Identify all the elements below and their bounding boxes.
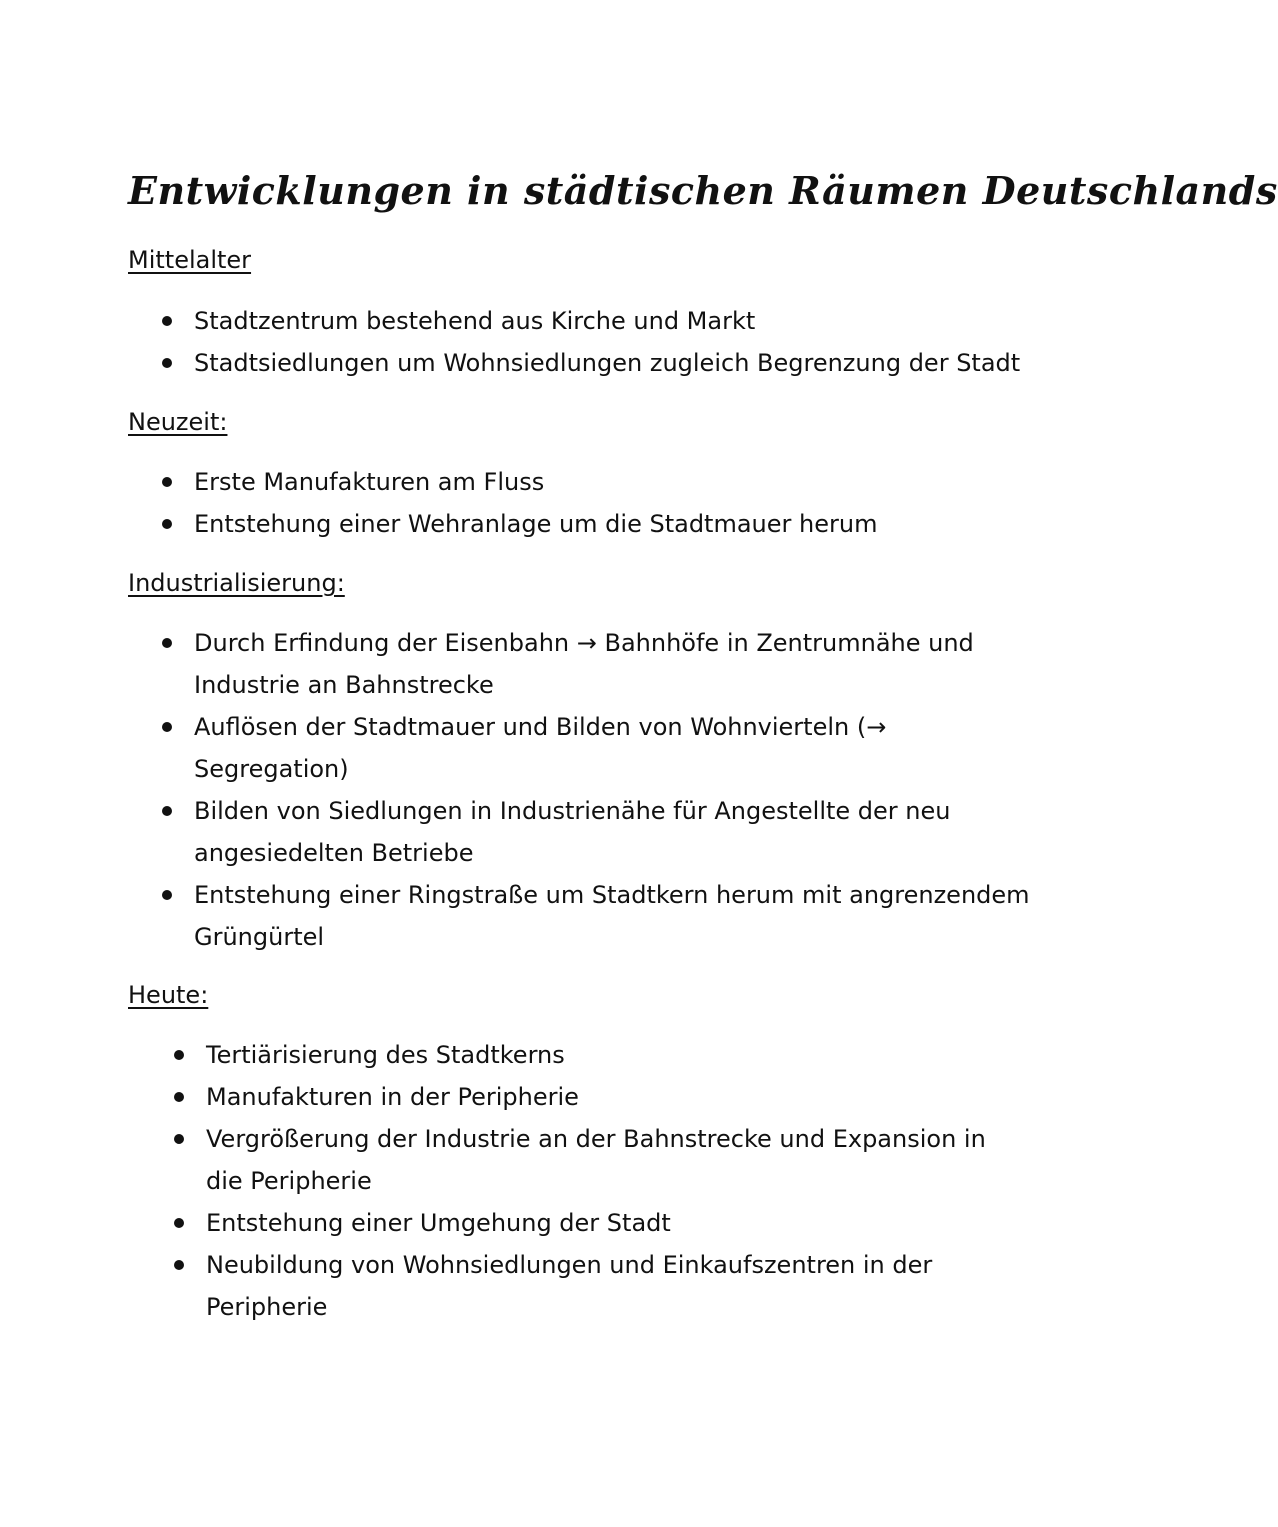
- list-item-line: Peripherie: [206, 1293, 328, 1321]
- bullet-icon: [174, 1218, 184, 1228]
- list-item: [194, 790, 1030, 874]
- list-item: [194, 503, 877, 545]
- list-item: [194, 342, 1020, 384]
- bullet-icon: [162, 890, 172, 900]
- list-item: [206, 1118, 986, 1202]
- list-item: [194, 300, 1020, 342]
- list-item: [194, 622, 1030, 706]
- bullet-list-mittelalter: [194, 300, 1020, 384]
- list-item-text: Entstehung einer Wehranlage um die Stadtmauer herum: [194, 510, 878, 538]
- list-item: [194, 461, 877, 503]
- bullet-icon: [162, 806, 172, 816]
- list-item-line: Segregation): [194, 755, 349, 783]
- list-item-line: Entstehung einer Ringstraße um Stadtkern herum mit angrenzendem: [194, 881, 1030, 909]
- list-item-text: Manufakturen in der Peripherie: [206, 1083, 579, 1111]
- bullet-icon: [174, 1134, 184, 1144]
- list-item: [194, 706, 1030, 790]
- list-item-line: Durch Erfindung der Eisenbahn → Bahnhöfe in Zentrumnähe und: [194, 629, 974, 657]
- list-item: [206, 1034, 986, 1076]
- bullet-icon: [174, 1050, 184, 1060]
- section-heading-mittelalter: Mittelalter: [128, 246, 252, 274]
- bullet-icon: [162, 477, 172, 487]
- list-item-text: Entstehung einer Umgehung der Stadt: [206, 1209, 671, 1237]
- list-item-line: Bilden von Siedlungen in Industrienähe für Angestellte der neu: [194, 797, 951, 825]
- list-item-line: Grüngürtel: [194, 923, 325, 951]
- list-item: [206, 1202, 986, 1244]
- bullet-list-industrialisierung: [194, 622, 1030, 958]
- list-item-line: Vergrößerung der Industrie an der Bahnstrecke und Expansion in: [206, 1125, 986, 1153]
- list-item: [206, 1244, 986, 1328]
- bullet-icon: [174, 1092, 184, 1102]
- section-heading-industrialisierung: Industrialisierung:: [128, 569, 345, 597]
- list-item: [194, 874, 1030, 958]
- list-item-text: Tertiärisierung des Stadtkerns: [206, 1041, 565, 1069]
- list-item-text: Erste Manufakturen am Fluss: [194, 468, 545, 496]
- list-item-text: Stadtzentrum bestehend aus Kirche und Markt: [194, 307, 756, 335]
- list-item-line: Industrie an Bahnstrecke: [194, 671, 494, 699]
- list-item-line: Auflösen der Stadtmauer und Bilden von Wohnvierteln (→: [194, 713, 887, 741]
- section-heading-neuzeit: Neuzeit:: [128, 408, 228, 436]
- list-item: [206, 1076, 986, 1118]
- bullet-icon: [174, 1260, 184, 1270]
- bullet-icon: [162, 722, 172, 732]
- bullet-icon: [162, 638, 172, 648]
- list-item-line: Neubildung von Wohnsiedlungen und Einkaufszentren in der: [206, 1251, 933, 1279]
- list-item-line: die Peripherie: [206, 1167, 372, 1195]
- section-heading-heute: Heute:: [128, 981, 209, 1009]
- bullet-list-heute: [206, 1034, 986, 1328]
- bullet-list-neuzeit: [194, 461, 877, 545]
- document-title: Entwicklungen in städtischen Räumen Deutschlands: [128, 168, 1278, 213]
- list-item-line: angesiedelten Betriebe: [194, 839, 474, 867]
- bullet-icon: [162, 519, 172, 529]
- bullet-icon: [162, 358, 172, 368]
- bullet-icon: [162, 316, 172, 326]
- list-item-text: Stadtsiedlungen um Wohnsiedlungen zugleich Begrenzung der Stadt: [194, 349, 1021, 377]
